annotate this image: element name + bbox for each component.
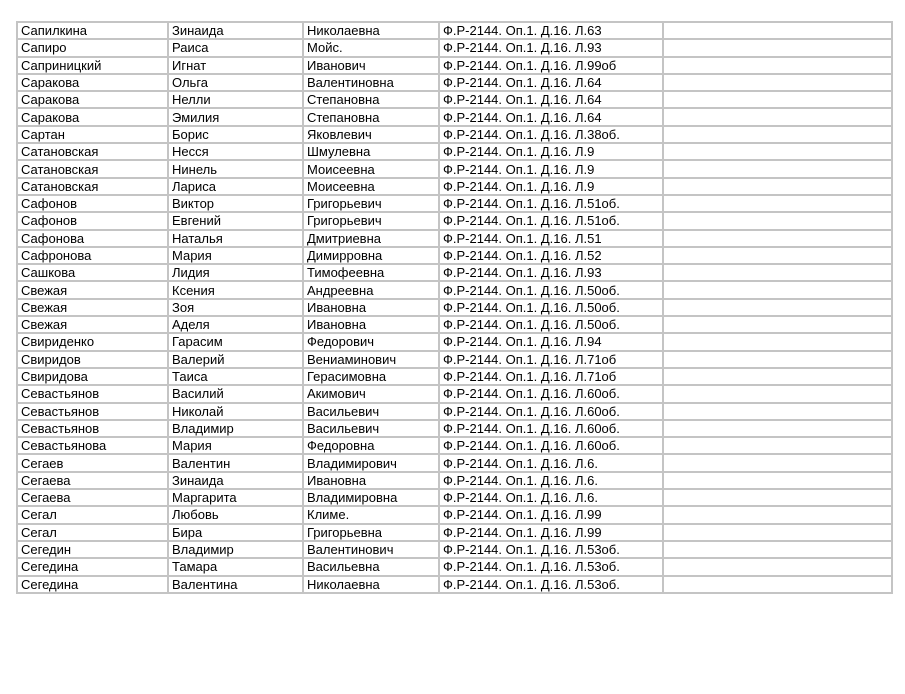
archive-reference-cell: Ф.Р-2144. Оп.1. Д.16. Л.60об. [439,437,663,454]
patronymic-cell: Яковлевич [303,126,439,143]
patronymic-cell: Моисеевна [303,160,439,177]
first-name-cell: Маргарита [168,489,303,506]
surname-cell: Сапиро [17,39,168,56]
notes-cell [663,489,892,506]
notes-cell [663,524,892,541]
table-row [17,57,892,74]
notes-cell [663,74,892,91]
archive-reference-cell: Ф.Р-2144. Оп.1. Д.16. Л.52 [439,247,663,264]
surname-cell: Свириденко [17,333,168,350]
patronymic-cell: Владимировна [303,489,439,506]
first-name-cell: Лариса [168,178,303,195]
surname-cell: Свиридова [17,368,168,385]
notes-cell [663,454,892,471]
archive-reference-cell: Ф.Р-2144. Оп.1. Д.16. Л.60об. [439,403,663,420]
archive-reference-cell: Ф.Р-2144. Оп.1. Д.16. Л.64 [439,74,663,91]
surname-cell: Саракова [17,91,168,108]
surname-cell: Свежая [17,316,168,333]
patronymic-cell: Григорьевич [303,195,439,212]
surname-cell: Сегедин [17,541,168,558]
table-row [17,437,892,454]
first-name-cell: Гарасим [168,333,303,350]
surname-cell: Сегаева [17,489,168,506]
surname-cell: Сафонов [17,195,168,212]
notes-cell [663,230,892,247]
surname-cell: Севастьянова [17,437,168,454]
surname-cell: Сафонова [17,230,168,247]
table-row [17,316,892,333]
surname-cell: Сегал [17,524,168,541]
notes-cell [663,281,892,298]
archive-reference-cell: Ф.Р-2144. Оп.1. Д.16. Л.99об [439,57,663,74]
patronymic-cell: Климе. [303,506,439,523]
notes-cell [663,403,892,420]
table-row [17,385,892,402]
patronymic-cell: Шмулевна [303,143,439,160]
table-row [17,506,892,523]
archive-reference-cell: Ф.Р-2144. Оп.1. Д.16. Л.64 [439,108,663,125]
table-row [17,524,892,541]
table-row [17,454,892,471]
surname-cell: Свежая [17,281,168,298]
table-row [17,126,892,143]
patronymic-cell: Вениаминович [303,351,439,368]
first-name-cell: Василий [168,385,303,402]
surname-cell: Саракова [17,108,168,125]
archive-reference-cell: Ф.Р-2144. Оп.1. Д.16. Л.63 [439,22,663,39]
surname-cell: Севастьянов [17,385,168,402]
notes-cell [663,143,892,160]
first-name-cell: Владимир [168,420,303,437]
notes-cell [663,472,892,489]
patronymic-cell: Герасимовна [303,368,439,385]
patronymic-cell: Николаевна [303,22,439,39]
records-table [16,21,893,594]
patronymic-cell: Моисеевна [303,178,439,195]
table-row [17,108,892,125]
table-row [17,333,892,350]
patronymic-cell: Валентиновна [303,74,439,91]
notes-cell [663,316,892,333]
table-row [17,178,892,195]
archive-reference-cell: Ф.Р-2144. Оп.1. Д.16. Л.60об. [439,420,663,437]
first-name-cell: Раиса [168,39,303,56]
table-row [17,230,892,247]
archive-reference-cell: Ф.Р-2144. Оп.1. Д.16. Л.51об. [439,212,663,229]
surname-cell: Сатановская [17,178,168,195]
first-name-cell: Валерий [168,351,303,368]
first-name-cell: Аделя [168,316,303,333]
notes-cell [663,541,892,558]
patronymic-cell: Дмитриевна [303,230,439,247]
surname-cell: Сашкова [17,264,168,281]
table-row [17,212,892,229]
patronymic-cell: Ивановна [303,299,439,316]
notes-cell [663,368,892,385]
archive-reference-cell: Ф.Р-2144. Оп.1. Д.16. Л.9 [439,143,663,160]
surname-cell: Севастьянов [17,403,168,420]
notes-cell [663,39,892,56]
notes-cell [663,506,892,523]
patronymic-cell: Степановна [303,108,439,125]
archive-reference-cell: Ф.Р-2144. Оп.1. Д.16. Л.71об [439,368,663,385]
archive-reference-cell: Ф.Р-2144. Оп.1. Д.16. Л.93 [439,264,663,281]
archive-reference-cell: Ф.Р-2144. Оп.1. Д.16. Л.50об. [439,316,663,333]
notes-cell [663,351,892,368]
table-row [17,264,892,281]
first-name-cell: Зинаида [168,472,303,489]
patronymic-cell: Иванович [303,57,439,74]
first-name-cell: Несся [168,143,303,160]
notes-cell [663,91,892,108]
table-row [17,420,892,437]
patronymic-cell: Ивановна [303,316,439,333]
patronymic-cell: Григорьевич [303,212,439,229]
first-name-cell: Лидия [168,264,303,281]
notes-cell [663,57,892,74]
patronymic-cell: Степановна [303,91,439,108]
surname-cell: Сегал [17,506,168,523]
first-name-cell: Николай [168,403,303,420]
notes-cell [663,264,892,281]
surname-cell: Сегедина [17,576,168,593]
surname-cell: Сафонов [17,212,168,229]
archive-reference-cell: Ф.Р-2144. Оп.1. Д.16. Л.71об [439,351,663,368]
first-name-cell: Любовь [168,506,303,523]
notes-cell [663,558,892,575]
patronymic-cell: Ивановна [303,472,439,489]
patronymic-cell: Владимирович [303,454,439,471]
table-row [17,299,892,316]
archive-reference-cell: Ф.Р-2144. Оп.1. Д.16. Л.9 [439,160,663,177]
first-name-cell: Бира [168,524,303,541]
table-row [17,160,892,177]
archive-reference-cell: Ф.Р-2144. Оп.1. Д.16. Л.51 [439,230,663,247]
notes-cell [663,195,892,212]
table-row [17,39,892,56]
archive-reference-cell: Ф.Р-2144. Оп.1. Д.16. Л.64 [439,91,663,108]
notes-cell [663,576,892,593]
notes-cell [663,299,892,316]
archive-reference-cell: Ф.Р-2144. Оп.1. Д.16. Л.60об. [439,385,663,402]
notes-cell [663,160,892,177]
notes-cell [663,420,892,437]
first-name-cell: Нелли [168,91,303,108]
surname-cell: Свиридов [17,351,168,368]
surname-cell: Сегаева [17,472,168,489]
records-table-body [17,22,892,593]
first-name-cell: Ксения [168,281,303,298]
archive-reference-cell: Ф.Р-2144. Оп.1. Д.16. Л.50об. [439,281,663,298]
surname-cell: Саприницкий [17,57,168,74]
first-name-cell: Игнат [168,57,303,74]
archive-reference-cell: Ф.Р-2144. Оп.1. Д.16. Л.94 [439,333,663,350]
surname-cell: Сапилкина [17,22,168,39]
archive-reference-cell: Ф.Р-2144. Оп.1. Д.16. Л.6. [439,454,663,471]
notes-cell [663,385,892,402]
table-row [17,195,892,212]
patronymic-cell: Васильевич [303,420,439,437]
surname-cell: Свежая [17,299,168,316]
patronymic-cell: Николаевна [303,576,439,593]
patronymic-cell: Димирровна [303,247,439,264]
patronymic-cell: Васильевна [303,558,439,575]
surname-cell: Сатановская [17,143,168,160]
first-name-cell: Валентина [168,576,303,593]
table-row [17,368,892,385]
table-row [17,489,892,506]
table-row [17,91,892,108]
archive-reference-cell: Ф.Р-2144. Оп.1. Д.16. Л.53об. [439,541,663,558]
surname-cell: Сатановская [17,160,168,177]
first-name-cell: Тамара [168,558,303,575]
table-row [17,22,892,39]
archive-reference-cell: Ф.Р-2144. Оп.1. Д.16. Л.9 [439,178,663,195]
patronymic-cell: Васильевич [303,403,439,420]
archive-reference-cell: Ф.Р-2144. Оп.1. Д.16. Л.6. [439,489,663,506]
surname-cell: Сартан [17,126,168,143]
patronymic-cell: Валентинович [303,541,439,558]
first-name-cell: Зинаида [168,22,303,39]
patronymic-cell: Мойс. [303,39,439,56]
archive-reference-cell: Ф.Р-2144. Оп.1. Д.16. Л.99 [439,506,663,523]
first-name-cell: Зоя [168,299,303,316]
table-row [17,247,892,264]
archive-reference-cell: Ф.Р-2144. Оп.1. Д.16. Л.93 [439,39,663,56]
first-name-cell: Наталья [168,230,303,247]
table-row [17,281,892,298]
table-row [17,143,892,160]
table-row [17,74,892,91]
patronymic-cell: Акимович [303,385,439,402]
table-row [17,558,892,575]
table-row [17,403,892,420]
table-row [17,541,892,558]
surname-cell: Сафронова [17,247,168,264]
archive-reference-cell: Ф.Р-2144. Оп.1. Д.16. Л.50об. [439,299,663,316]
archive-reference-cell: Ф.Р-2144. Оп.1. Д.16. Л.51об. [439,195,663,212]
first-name-cell: Таиса [168,368,303,385]
table-row [17,576,892,593]
patronymic-cell: Тимофеевна [303,264,439,281]
patronymic-cell: Федоровна [303,437,439,454]
first-name-cell: Владимир [168,541,303,558]
archive-reference-cell: Ф.Р-2144. Оп.1. Д.16. Л.53об. [439,558,663,575]
notes-cell [663,22,892,39]
first-name-cell: Борис [168,126,303,143]
first-name-cell: Мария [168,437,303,454]
patronymic-cell: Федорович [303,333,439,350]
notes-cell [663,247,892,264]
table-row [17,351,892,368]
first-name-cell: Валентин [168,454,303,471]
notes-cell [663,333,892,350]
surname-cell: Севастьянов [17,420,168,437]
first-name-cell: Ольга [168,74,303,91]
archive-reference-cell: Ф.Р-2144. Оп.1. Д.16. Л.6. [439,472,663,489]
first-name-cell: Мария [168,247,303,264]
patronymic-cell: Андреевна [303,281,439,298]
notes-cell [663,178,892,195]
first-name-cell: Виктор [168,195,303,212]
surname-cell: Сегаев [17,454,168,471]
table-row [17,472,892,489]
notes-cell [663,126,892,143]
notes-cell [663,212,892,229]
archive-reference-cell: Ф.Р-2144. Оп.1. Д.16. Л.38об. [439,126,663,143]
archive-reference-cell: Ф.Р-2144. Оп.1. Д.16. Л.99 [439,524,663,541]
first-name-cell: Эмилия [168,108,303,125]
notes-cell [663,437,892,454]
first-name-cell: Евгений [168,212,303,229]
surname-cell: Саракова [17,74,168,91]
patronymic-cell: Григорьевна [303,524,439,541]
first-name-cell: Нинель [168,160,303,177]
surname-cell: Сегедина [17,558,168,575]
archive-reference-cell: Ф.Р-2144. Оп.1. Д.16. Л.53об. [439,576,663,593]
notes-cell [663,108,892,125]
